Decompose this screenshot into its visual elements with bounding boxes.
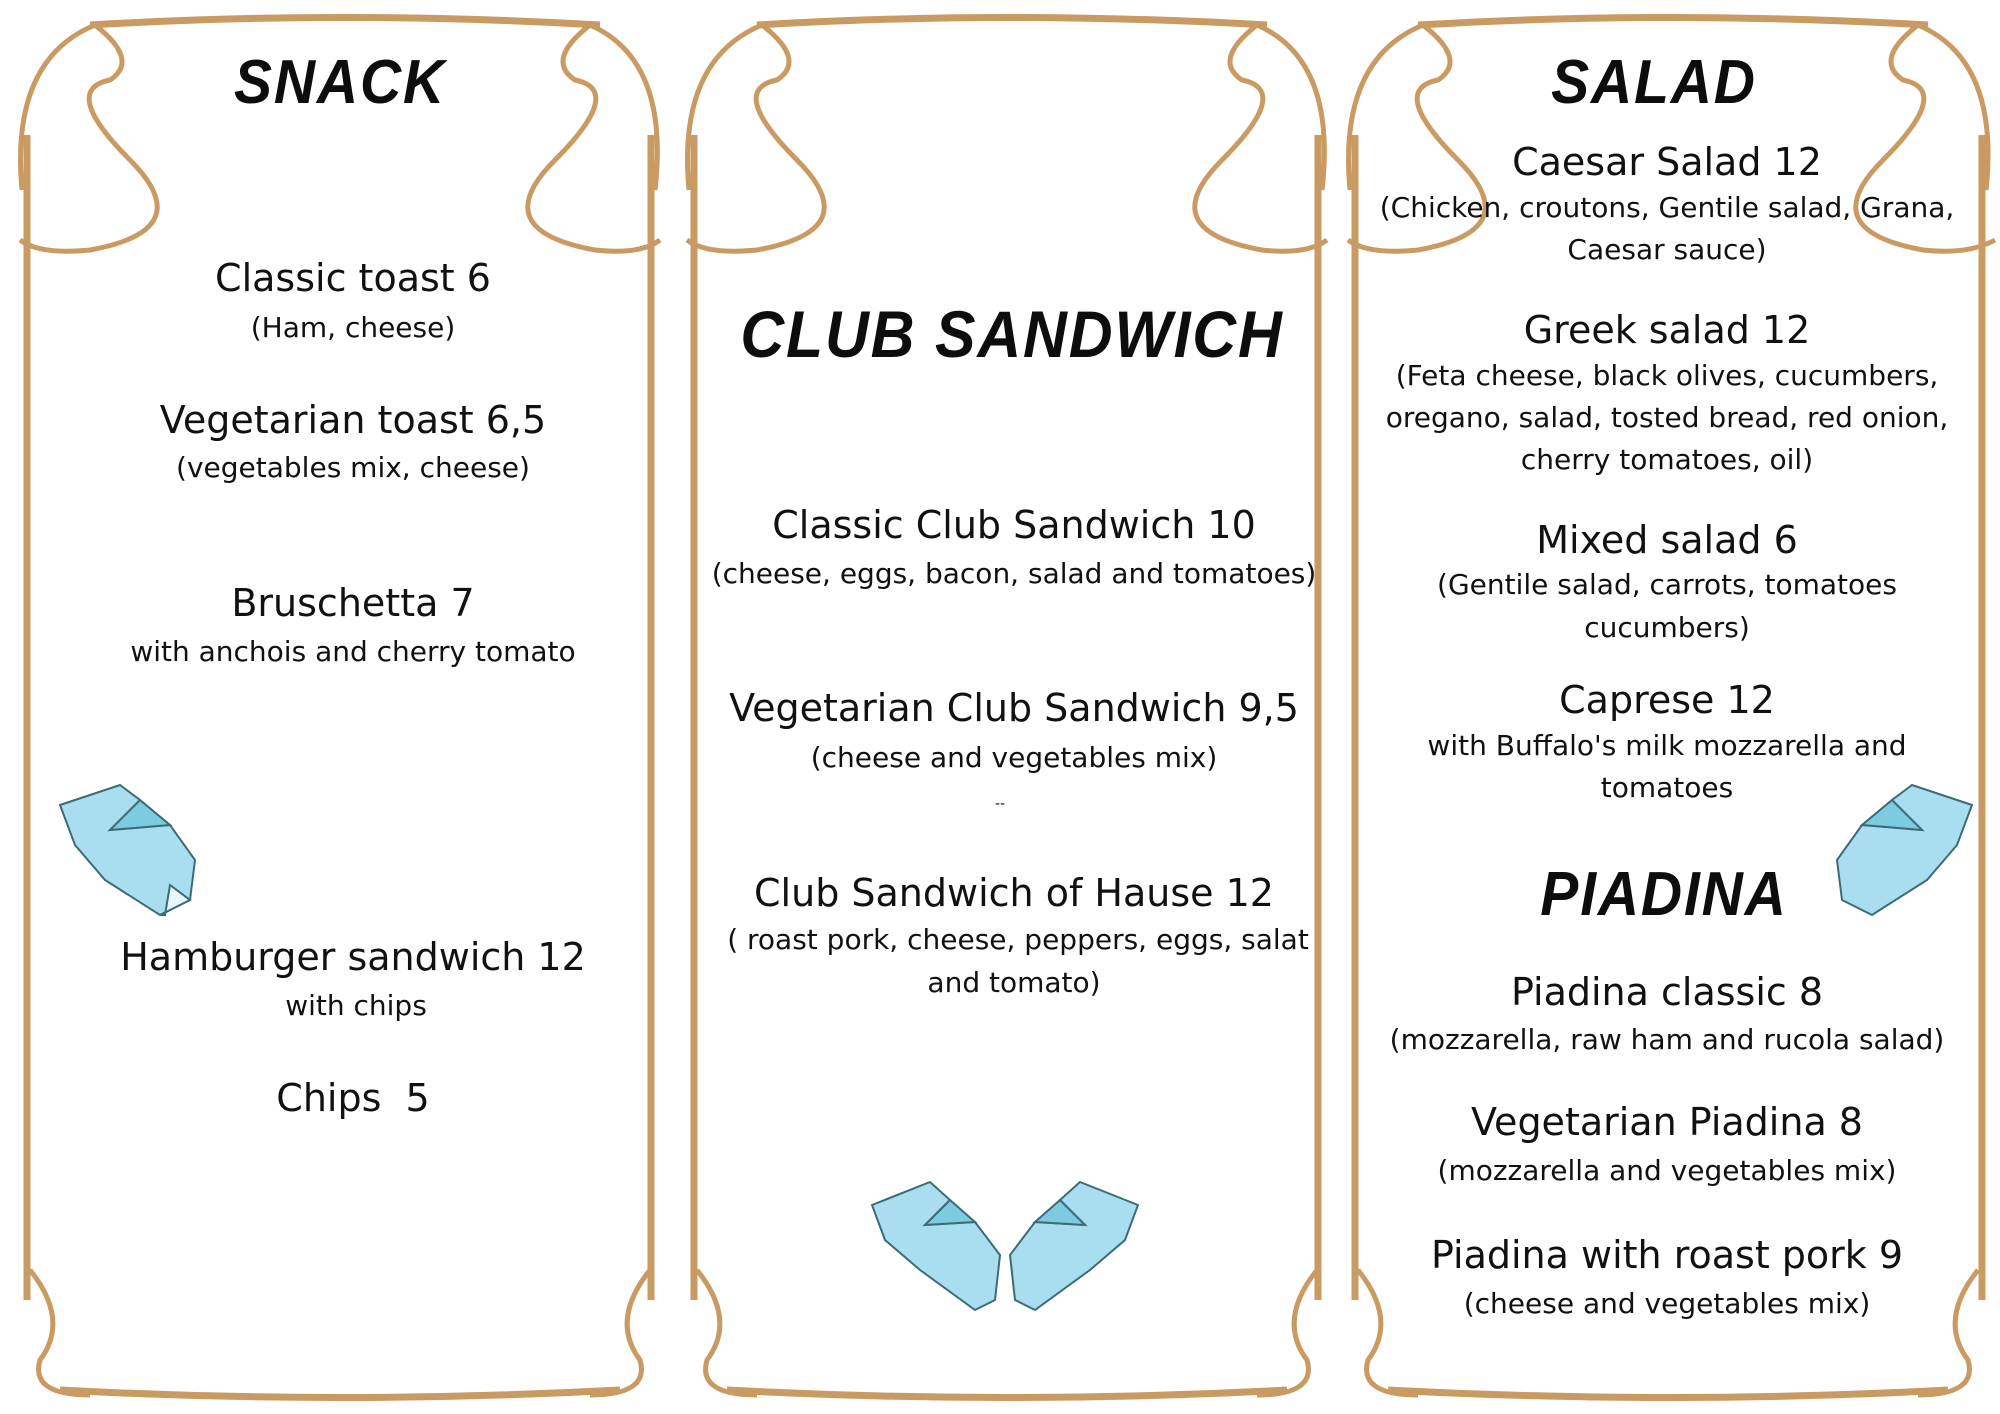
menu-item-name: Caesar Salad 12 (1512, 140, 1822, 184)
menu-item-description: (Gentile salad, carrots, tomatoes (1437, 568, 1897, 601)
menu-item-name: Club Sandwich of Hause 12 (754, 871, 1274, 915)
menu-item-description: oregano, salad, tosted bread, red onion, (1385, 401, 1949, 434)
menu-item-description: with chips (285, 989, 427, 1022)
menu-item-name: Vegetarian Club Sandwich 9,5 (729, 686, 1299, 730)
menu-item-description: cherry tomatoes, oil) (1520, 443, 1814, 476)
menu-item-description: (Chicken, croutons, Gentile salad, Grana, (1379, 191, 1955, 224)
menu-item-name: Greek salad 12 (1523, 308, 1811, 352)
menu-item-name: Classic Club Sandwich 10 (772, 503, 1256, 547)
section-title-salad: SALAD (1551, 48, 1757, 117)
frame-snack (20, 18, 660, 1398)
menu-item-name: Caprese 12 (1559, 678, 1775, 722)
origami-bird-icon (1837, 785, 1972, 915)
menu-item-description: (cheese and vegetables mix) (810, 741, 1218, 774)
menu-item-name: Bruschetta 7 (231, 581, 475, 625)
menu-item-description: (cheese, eggs, bacon, salad and tomatoes) (711, 557, 1317, 590)
origami-bird-icon (1010, 1182, 1138, 1310)
menu-item-name: Vegetarian toast 6,5 (159, 398, 547, 442)
menu-item-description: (cheese and vegetables mix) (1463, 1287, 1871, 1320)
menu-item-description: and tomato) (927, 966, 1101, 999)
menu-item-name: Piadina classic 8 (1510, 970, 1824, 1014)
menu-item-description: Caesar sauce) (1567, 233, 1767, 266)
menu-item-description: (Ham, cheese) (250, 311, 456, 344)
menu-item-description: cucumbers) (1584, 611, 1750, 644)
menu-item-name: Mixed salad 6 (1536, 518, 1798, 562)
menu-item-description: tomatoes (1600, 771, 1734, 804)
section-title-snack: SNACK (233, 48, 447, 117)
menu-item-name: Classic toast 6 (215, 256, 491, 300)
menu-item-description: (Feta cheese, black olives, cucumbers, (1395, 359, 1939, 392)
menu-item-description: with Buffalo's milk mozzarella and (1427, 729, 1907, 762)
menu-item-description: ( roast pork, cheese, peppers, eggs, salat (727, 923, 1309, 956)
menu-item-description: (mozzarella and vegetables mix) (1437, 1154, 1897, 1187)
section-title-piadina: PIADINA (1540, 860, 1788, 929)
menu-item-description: (mozzarella, raw ham and rucola salad) (1389, 1023, 1945, 1056)
origami-bird-icon (60, 785, 195, 915)
menu-item-description: (vegetables mix, cheese) (176, 451, 530, 484)
section-title-club-sandwich: CLUB SANDWICH (740, 297, 1284, 371)
separator-text: -- (994, 796, 1006, 812)
menu-item-description: with anchois and cherry tomato (130, 635, 576, 668)
menu-item-name: Vegetarian Piadina 8 (1471, 1100, 1863, 1144)
origami-bird-icon (872, 1182, 1000, 1310)
menu-item-name: Chips 5 (276, 1076, 430, 1120)
menu-item-name: Hamburger sandwich 12 (120, 935, 586, 979)
menu-item-name: Piadina with roast pork 9 (1430, 1233, 1904, 1277)
